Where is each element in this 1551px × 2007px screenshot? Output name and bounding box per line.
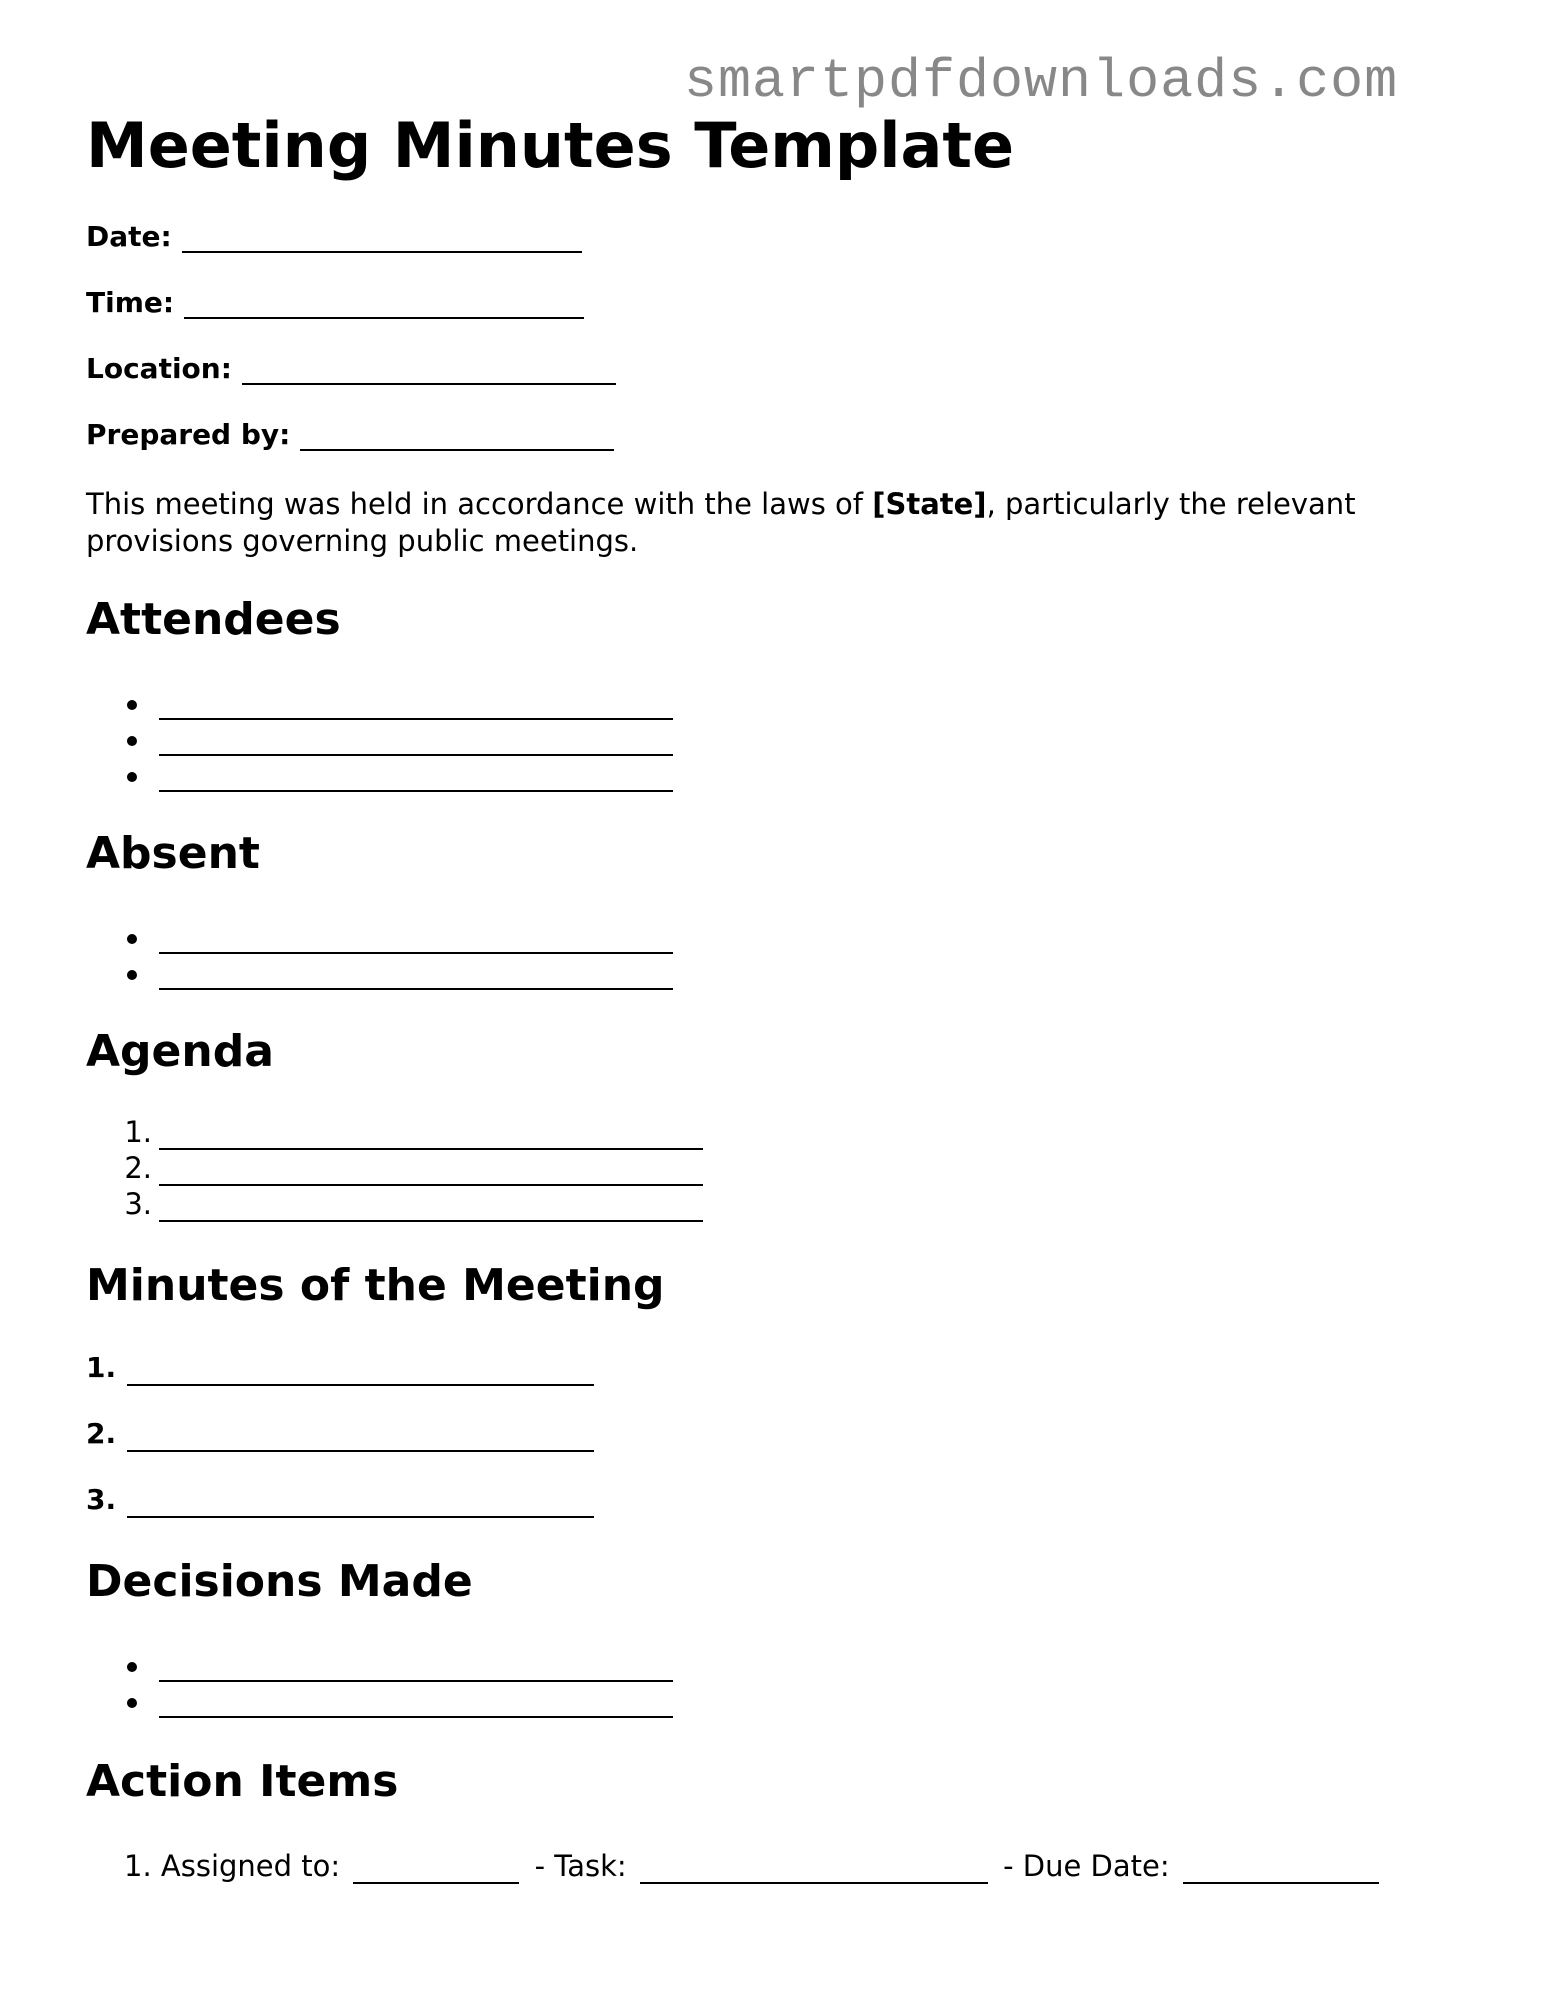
agenda-number: 3. [124, 1187, 152, 1221]
intro-paragraph [86, 486, 1446, 560]
watermark: smartpdfdownloads.com [684, 50, 1399, 113]
bullet-icon [127, 1662, 137, 1672]
absent-heading: Absent [86, 828, 260, 879]
prepared-by-blank[interactable] [300, 419, 614, 451]
action-item-number: 1. [124, 1849, 152, 1883]
date-label: Date: [86, 220, 172, 253]
prepared-by-label: Prepared by: [86, 418, 291, 451]
action-item-row [124, 1848, 1379, 1884]
minutes-number: 2. [86, 1417, 117, 1450]
intro-text-before: This meeting was held in accordance with the laws of [86, 487, 873, 521]
attendee-blank[interactable] [159, 790, 673, 792]
time-label: Time: [86, 286, 175, 319]
minutes-blank[interactable] [127, 1450, 594, 1452]
assigned-to-label: Assigned to: [160, 1849, 341, 1883]
agenda-number: 2. [124, 1151, 152, 1185]
task-blank[interactable] [640, 1852, 988, 1884]
due-date-label: - Due Date: [1003, 1849, 1170, 1883]
page-title: Meeting Minutes Template [86, 109, 1015, 182]
date-field [86, 220, 582, 253]
intro-state: [State] [872, 487, 987, 521]
bullet-icon [127, 700, 137, 710]
absent-blank[interactable] [159, 952, 673, 954]
agenda-blank[interactable] [159, 1184, 703, 1186]
bullet-icon [127, 934, 137, 944]
location-blank[interactable] [242, 353, 616, 385]
minutes-number: 1. [86, 1351, 117, 1384]
location-label: Location: [86, 352, 232, 385]
date-blank[interactable] [182, 221, 582, 253]
bullet-icon [127, 736, 137, 746]
minutes-number: 3. [86, 1483, 117, 1516]
due-date-blank[interactable] [1183, 1852, 1379, 1884]
agenda-number: 1. [124, 1115, 152, 1149]
assigned-to-blank[interactable] [353, 1852, 519, 1884]
decisions-heading: Decisions Made [86, 1556, 473, 1607]
action-items-heading: Action Items [86, 1756, 399, 1807]
decision-blank[interactable] [159, 1716, 673, 1718]
agenda-blank[interactable] [159, 1148, 703, 1150]
minutes-blank[interactable] [127, 1384, 594, 1386]
prepared-by-field [86, 418, 614, 451]
task-label: - Task: [534, 1849, 627, 1883]
bullet-icon [127, 772, 137, 782]
minutes-blank[interactable] [127, 1516, 594, 1518]
agenda-blank[interactable] [159, 1220, 703, 1222]
intro-text-after: , particularly the relevant provisions governing public meetings. [86, 487, 1356, 558]
minutes-heading: Minutes of the Meeting [86, 1260, 665, 1311]
absent-blank[interactable] [159, 988, 673, 990]
agenda-heading: Agenda [86, 1026, 274, 1077]
attendee-blank[interactable] [159, 754, 673, 756]
bullet-icon [127, 970, 137, 980]
document-page [86, 108, 1486, 1883]
location-field [86, 352, 616, 385]
decision-blank[interactable] [159, 1680, 673, 1682]
bullet-icon [127, 1698, 137, 1708]
attendees-heading: Attendees [86, 594, 341, 645]
attendee-blank[interactable] [159, 718, 673, 720]
time-field [86, 286, 584, 319]
time-blank[interactable] [184, 287, 584, 319]
